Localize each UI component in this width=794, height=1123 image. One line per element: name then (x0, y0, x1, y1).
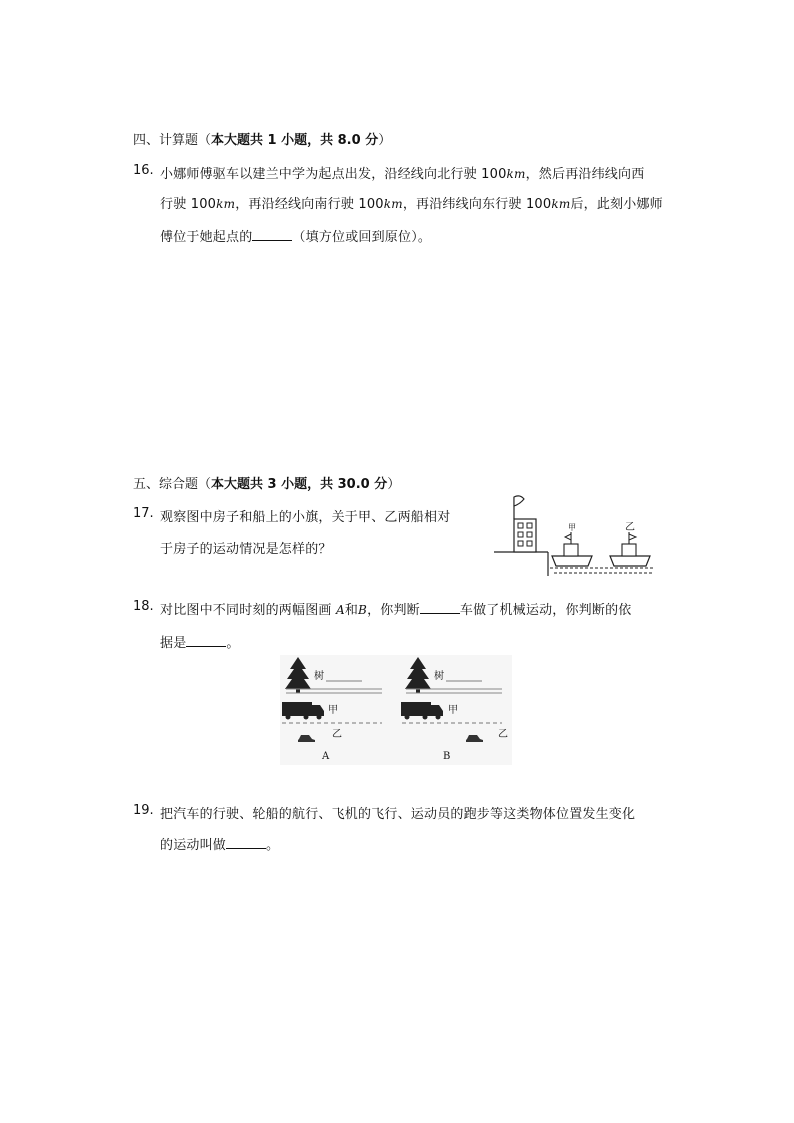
answer-blank[interactable] (252, 229, 292, 241)
answer-blank[interactable] (226, 837, 266, 849)
truck-label: 甲 (328, 705, 338, 716)
question-16-line-1: 小娜师傅驱车以建兰中学为起点出发，沿经线向北行驶 100km，然后再沿纬线向西 (160, 167, 645, 182)
tree-truck-car-figure (280, 655, 512, 765)
tree-label: 树 (314, 671, 324, 682)
flag-icon (514, 496, 524, 506)
question-19-line-2: 的运动叫做 。 (160, 838, 280, 853)
answer-blank[interactable] (186, 635, 226, 647)
panel-b-label: B (443, 751, 451, 762)
question-18-line-1: 对比图中不同时刻的两幅图画 A和B，你判断 车做了机械运动，你判断的依 (160, 603, 632, 618)
section-5-heading: 五、综合题（本大题共 3 小题，共 30.0 分） (133, 477, 401, 492)
ship-jia (552, 523, 592, 566)
ship-yi-label: 乙 (625, 522, 635, 533)
flag-icon (629, 534, 636, 540)
answer-blank[interactable] (420, 602, 460, 614)
question-18-number: 18. (133, 599, 154, 614)
car-label: 乙 (332, 729, 342, 740)
panel-a-label: A (322, 751, 330, 762)
question-17-line-1: 观察图中房子和船上的小旗，关于甲、乙两船相对 (160, 510, 451, 525)
question-17-number: 17. (133, 506, 154, 521)
question-17-line-2: 于房子的运动情况是怎样的？ (160, 542, 332, 557)
question-18-line-2: 据是 。 (160, 636, 240, 651)
section-4-heading: 四、计算题（本大题共 1 小题，共 8.0 分） (133, 133, 392, 148)
house-ships-figure (494, 494, 664, 580)
ship-jia-label: 甲 (568, 523, 576, 532)
truck-label: 甲 (448, 705, 458, 716)
question-16-line-3: 傅位于她起点的 （填方位或回到原位）。 (160, 230, 432, 245)
tree-label: 树 (434, 671, 444, 682)
car-label: 乙 (498, 729, 508, 740)
question-19-line-1: 把汽车的行驶、轮船的航行、飞机的飞行、运动员的跑步等这类物体位置发生变化 (160, 807, 636, 822)
flag-icon (565, 534, 571, 540)
question-16-number: 16. (133, 163, 154, 178)
question-16-line-2: 行驶 100km，再沿经线向南行驶 100km，再沿纬线向东行驶 100km后，此刻小娜师 (160, 197, 663, 212)
house (514, 496, 536, 552)
ship-yi (610, 521, 650, 566)
question-19-number: 19. (133, 803, 154, 818)
